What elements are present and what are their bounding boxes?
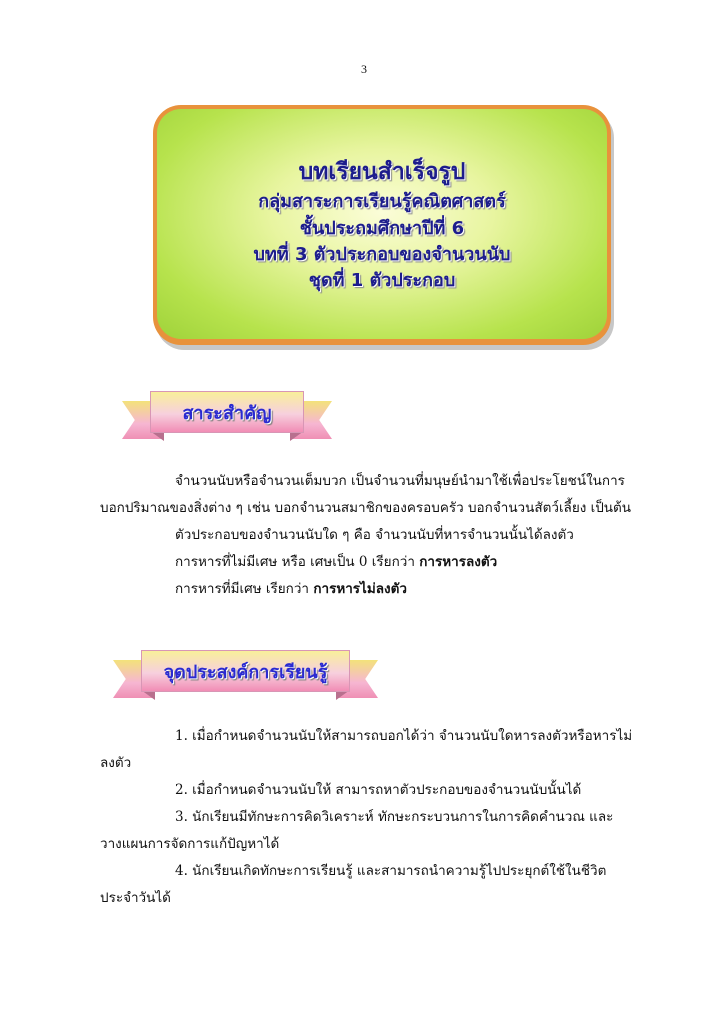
key-text: การหารที่มีเศษ เรียกว่า xyxy=(175,581,314,597)
title-line-3: ชั้นประถมศึกษาปีที่ 6 xyxy=(299,217,465,239)
objective-line: 1. เมื่อกำหนดจำนวนนับให้สามารถบอกได้ว่า จำนวนนับใดหารลงตัวหรือหารไม่ xyxy=(175,728,633,744)
title-line-1: บทเรียนสำเร็จรูป xyxy=(298,159,466,186)
banner-body xyxy=(150,391,304,433)
title-line-2: กลุ่มสาระการเรียนรู้คณิตศาสตร์ xyxy=(258,191,506,213)
objectives-heading: จุดประสงค์การเรียนรู้ xyxy=(163,661,328,683)
key-term-not-divisible: การหารไม่ลงตัว xyxy=(313,581,407,597)
objective-line: 3. นักเรียนมีทักษะการคิดวิเคราะห์ ทักษะกระบวนการในการคิดคำนวณ และ xyxy=(175,809,614,825)
key-line xyxy=(100,576,680,603)
key-line: บอกปริมาณของสิ่งต่าง ๆ เช่น บอกจำนวนสมาชิกของครอบครัว บอกจำนวนสัตว์เลี้ยง เป็นต้น xyxy=(100,500,632,516)
objectives-banner xyxy=(113,650,378,702)
title-card-inner xyxy=(157,109,607,339)
key-concept-heading: สาระสำคัญ xyxy=(182,402,272,424)
title-line-4: บทที่ 3 ตัวประกอบของจำนวนนับ xyxy=(253,243,511,265)
objective-line: ประจำวันได้ xyxy=(100,890,171,906)
key-text: การหารที่ไม่มีเศษ หรือ เศษเป็น 0 เรียกว่า xyxy=(175,554,420,570)
objective-line: วางแผนการจัดการแก้ปัญหาได้ xyxy=(100,836,280,852)
key-concept-banner xyxy=(122,391,332,443)
page-number: 3 xyxy=(361,62,367,76)
key-term-divisible: การหารลงตัว xyxy=(419,554,498,570)
objectives-body xyxy=(100,723,680,912)
objective-line: ลงตัว xyxy=(100,755,132,771)
banner-body xyxy=(141,650,350,692)
key-line xyxy=(100,549,680,576)
key-line: จำนวนนับหรือจำนวนเต็มบวก เป็นจำนวนที่มนุษย์นำมาใช้เพื่อประโยชน์ในการ xyxy=(175,473,625,489)
title-card xyxy=(153,105,611,345)
key-line: ตัวประกอบของจำนวนนับใด ๆ คือ จำนวนนับที่หารจำนวนนั้นได้ลงตัว xyxy=(175,527,574,543)
objective-line: 4. นักเรียนเกิดทักษะการเรียนรู้ และสามารถนำความรู้ไปประยุกต์ใช้ในชีวิต xyxy=(175,863,607,879)
title-line-5: ชุดที่ 1 ตัวประกอบ xyxy=(308,269,456,291)
key-concept-body xyxy=(100,468,680,603)
objective-line: 2. เมื่อกำหนดจำนวนนับให้ สามารถหาตัวประกอบของจำนวนนับนั้นได้ xyxy=(175,782,582,798)
